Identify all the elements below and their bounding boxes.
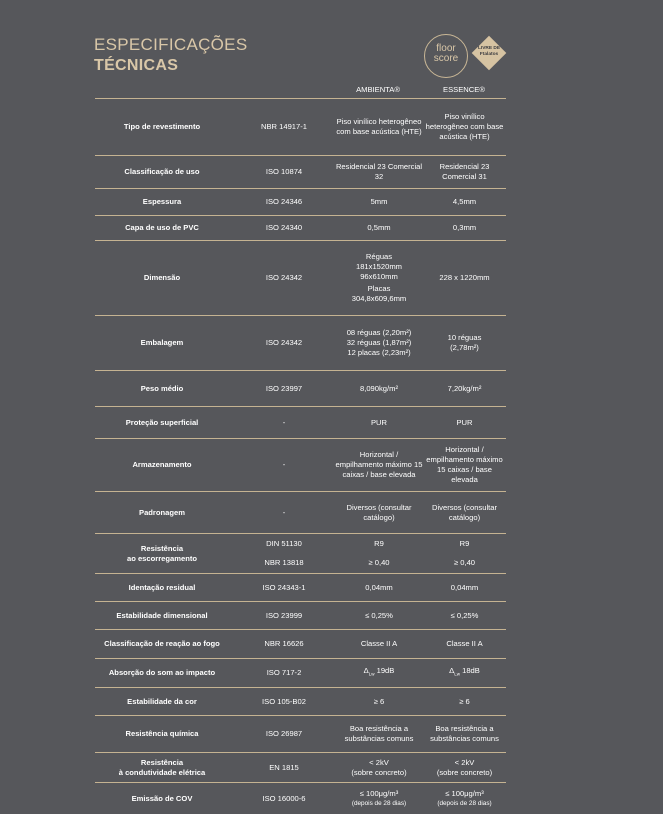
label-line: Resistência bbox=[140, 543, 184, 553]
delta-subscript: Lw bbox=[368, 671, 375, 677]
table-row bbox=[95, 574, 506, 602]
row-ambienta: ≤ 0,25% bbox=[365, 610, 393, 620]
spec-table bbox=[95, 98, 506, 814]
row-label bbox=[95, 753, 229, 782]
row-ambienta bbox=[335, 241, 423, 315]
essence-line: ≥ 0,40 bbox=[453, 558, 476, 567]
row-essence bbox=[423, 659, 506, 687]
table-row bbox=[95, 659, 506, 688]
row-norm: NBR 16626 bbox=[264, 639, 304, 649]
row-ambienta bbox=[335, 316, 423, 370]
ambienta-value: 19dB bbox=[376, 666, 395, 676]
row-essence: 228 x 1220mm bbox=[439, 273, 490, 283]
row-norm: ISO 24342 bbox=[265, 273, 303, 283]
row-ambienta: PUR bbox=[370, 417, 388, 427]
row-norm: ISO 24343-1 bbox=[262, 582, 306, 592]
row-norm: EN 1815 bbox=[269, 762, 299, 772]
row-norm: ISO 717-2 bbox=[266, 668, 302, 678]
ambienta-line: 08 réguas (2,20m²) bbox=[346, 328, 412, 338]
essence-line: (sobre concreto) bbox=[436, 767, 493, 777]
row-label: Proteção superficial bbox=[125, 417, 199, 427]
table-row bbox=[95, 534, 506, 574]
row-essence: 0,04mm bbox=[450, 582, 479, 592]
row-norm: - bbox=[282, 507, 286, 517]
row-label: Tipo de revestimento bbox=[123, 122, 201, 132]
row-essence: Diversos (consultar catálogo) bbox=[432, 502, 497, 522]
row-essence bbox=[423, 753, 506, 782]
row-essence: ≥ 6 bbox=[459, 696, 470, 706]
row-norm: ISO 26987 bbox=[265, 729, 303, 739]
row-norm: ISO 23997 bbox=[265, 383, 303, 393]
column-header-essence: ESSENCE® bbox=[443, 85, 485, 94]
ambienta-line: < 2kV bbox=[369, 757, 389, 767]
table-row bbox=[95, 688, 506, 716]
table-row bbox=[95, 783, 506, 814]
row-norm: - bbox=[282, 460, 286, 470]
row-norm: - bbox=[282, 417, 286, 427]
row-label: Dimensão bbox=[143, 273, 181, 283]
row-ambienta: Classe II A bbox=[360, 639, 398, 649]
floorscore-text-2: score bbox=[433, 53, 459, 64]
row-label: Peso médio bbox=[140, 383, 184, 393]
ambienta-line: ≤ 100μg/m³ bbox=[359, 788, 399, 798]
row-label bbox=[95, 534, 229, 573]
table-row bbox=[95, 492, 506, 534]
ambienta-line: (depois de 28 dias) bbox=[351, 799, 407, 807]
row-norm bbox=[235, 534, 333, 573]
row-ambienta: 0,04mm bbox=[365, 582, 393, 592]
row-essence bbox=[423, 316, 506, 370]
table-row bbox=[95, 630, 506, 659]
table-row bbox=[95, 98, 506, 156]
ambienta-line: 32 réguas (1,87m²) bbox=[346, 338, 412, 348]
row-essence: ≤ 0,25% bbox=[450, 610, 479, 620]
row-ambienta: Diversos (consultar catálogo) bbox=[346, 502, 412, 522]
essence-line: R9 bbox=[459, 539, 470, 549]
row-ambienta bbox=[335, 659, 423, 687]
norm-line: DIN 51130 bbox=[266, 539, 302, 549]
row-essence: 0,3mm bbox=[452, 223, 477, 233]
row-essence: Classe II A bbox=[446, 639, 483, 649]
table-row bbox=[95, 753, 506, 783]
table-row bbox=[95, 316, 506, 371]
row-label: Identação residual bbox=[128, 582, 196, 592]
ambienta-line: ≥ 0,40 bbox=[368, 558, 390, 567]
table-row bbox=[95, 602, 506, 630]
row-label: Emissão de COV bbox=[131, 793, 193, 803]
row-ambienta: Boa resistência a substâncias comuns bbox=[344, 724, 414, 743]
delta-subscript: Lw bbox=[454, 671, 460, 677]
ambienta-line: 304,8x609,6mm bbox=[351, 294, 407, 304]
row-essence: 4,5mm bbox=[452, 197, 477, 207]
row-essence: 7,20kg/m² bbox=[447, 383, 482, 393]
row-ambienta bbox=[335, 753, 423, 782]
row-label: Classificação de uso bbox=[124, 167, 200, 177]
column-header-ambienta: AMBIENTA® bbox=[356, 85, 400, 94]
essence-line: < 2kV bbox=[454, 757, 475, 767]
row-label: Classificação de reação ao fogo bbox=[104, 639, 220, 649]
ambienta-line: (sobre concreto) bbox=[351, 767, 407, 777]
row-norm: ISO 10874 bbox=[265, 167, 303, 177]
badge-text-1: LIVRE DE bbox=[477, 46, 501, 51]
row-label: Espessura bbox=[142, 197, 182, 207]
row-ambienta: 5mm bbox=[370, 197, 388, 207]
row-norm: ISO 23999 bbox=[265, 610, 303, 620]
essence-line: ≤ 100μg/m³ bbox=[445, 788, 484, 798]
table-row bbox=[95, 189, 506, 216]
badge-text-2: Ftalatos bbox=[479, 52, 499, 57]
essence-value: 18dB bbox=[462, 666, 480, 676]
norm-line: NBR 13818 bbox=[264, 558, 304, 567]
row-essence bbox=[423, 534, 506, 573]
row-essence: Residencial 23 Comercial 31 bbox=[439, 162, 490, 181]
row-ambienta bbox=[335, 534, 423, 573]
essence-line: (depois de 28 dias) bbox=[437, 799, 492, 807]
row-norm: ISO 105-B02 bbox=[262, 696, 306, 706]
row-label: Armazenamento bbox=[132, 460, 192, 470]
floorscore-logo bbox=[424, 34, 468, 78]
ambienta-line: Réguas bbox=[365, 252, 393, 261]
phthalate-free-badge bbox=[472, 36, 506, 70]
table-row bbox=[95, 156, 506, 189]
row-essence: Piso vinílico heterogêneo com base acústica (HTE) bbox=[425, 112, 504, 141]
row-label: Estabilidade dimensional bbox=[116, 610, 208, 620]
delta-symbol: Δ bbox=[449, 666, 455, 676]
row-ambienta: 8,090kg/m² bbox=[360, 383, 398, 393]
row-label: Absorção do som ao impacto bbox=[108, 668, 216, 678]
row-ambienta: Horizontal / empilhamento máximo 15 caixas / base elevada bbox=[335, 450, 423, 479]
row-label: Embalagem bbox=[140, 338, 184, 348]
row-ambienta: 0,5mm bbox=[367, 223, 391, 233]
ambienta-line: Placas bbox=[367, 284, 391, 294]
row-ambienta: ≥ 6 bbox=[373, 696, 385, 706]
ambienta-line: 12 placas (2,23m²) bbox=[347, 347, 411, 357]
row-label: Padronagem bbox=[139, 507, 185, 517]
row-label: Resistência química bbox=[125, 729, 199, 739]
table-row bbox=[95, 371, 506, 407]
table-row bbox=[95, 407, 506, 439]
essence-line: (2,78m²) bbox=[450, 343, 479, 352]
label-line: Resistência bbox=[140, 757, 184, 767]
row-norm: ISO 24342 bbox=[265, 338, 303, 348]
row-label: Estabilidade da cor bbox=[127, 696, 197, 706]
delta-symbol: Δ bbox=[363, 666, 369, 676]
ambienta-line: R9 bbox=[374, 539, 384, 549]
table-row bbox=[95, 439, 506, 492]
label-line: à condutividade elétrica bbox=[118, 767, 206, 777]
floorscore-text-1: floor bbox=[436, 43, 456, 54]
row-ambienta: Piso vinílico heterogêneo com base acústica (HTE) bbox=[336, 117, 422, 136]
essence-line: 10 réguas bbox=[447, 333, 482, 343]
ambienta-line: 96x610mm bbox=[360, 271, 398, 281]
row-essence: Boa resistência a substâncias comuns bbox=[430, 724, 499, 743]
row-ambienta bbox=[335, 783, 423, 814]
row-essence: Horizontal / empilhamento máximo 15 caixas / base elevada bbox=[426, 445, 503, 484]
row-norm: ISO 24340 bbox=[265, 223, 303, 233]
row-essence: PUR bbox=[456, 417, 473, 427]
page-title-line1: ESPECIFICAÇÕES bbox=[94, 35, 248, 54]
table-row bbox=[95, 716, 506, 753]
row-ambienta: Residencial 23 Comercial 32 bbox=[335, 162, 423, 181]
row-norm: NBR 14917-1 bbox=[260, 122, 307, 132]
table-row bbox=[95, 241, 506, 316]
row-norm: ISO 24346 bbox=[265, 197, 303, 207]
table-row bbox=[95, 216, 506, 241]
row-essence bbox=[423, 783, 506, 814]
ambienta-line: 181x1520mm bbox=[355, 261, 402, 271]
row-label: Capa de uso de PVC bbox=[125, 223, 199, 233]
label-line: ao escorregamento bbox=[126, 553, 198, 563]
row-norm: ISO 16000-6 bbox=[262, 793, 306, 803]
page-title-line2: TÉCNICAS bbox=[94, 57, 179, 74]
